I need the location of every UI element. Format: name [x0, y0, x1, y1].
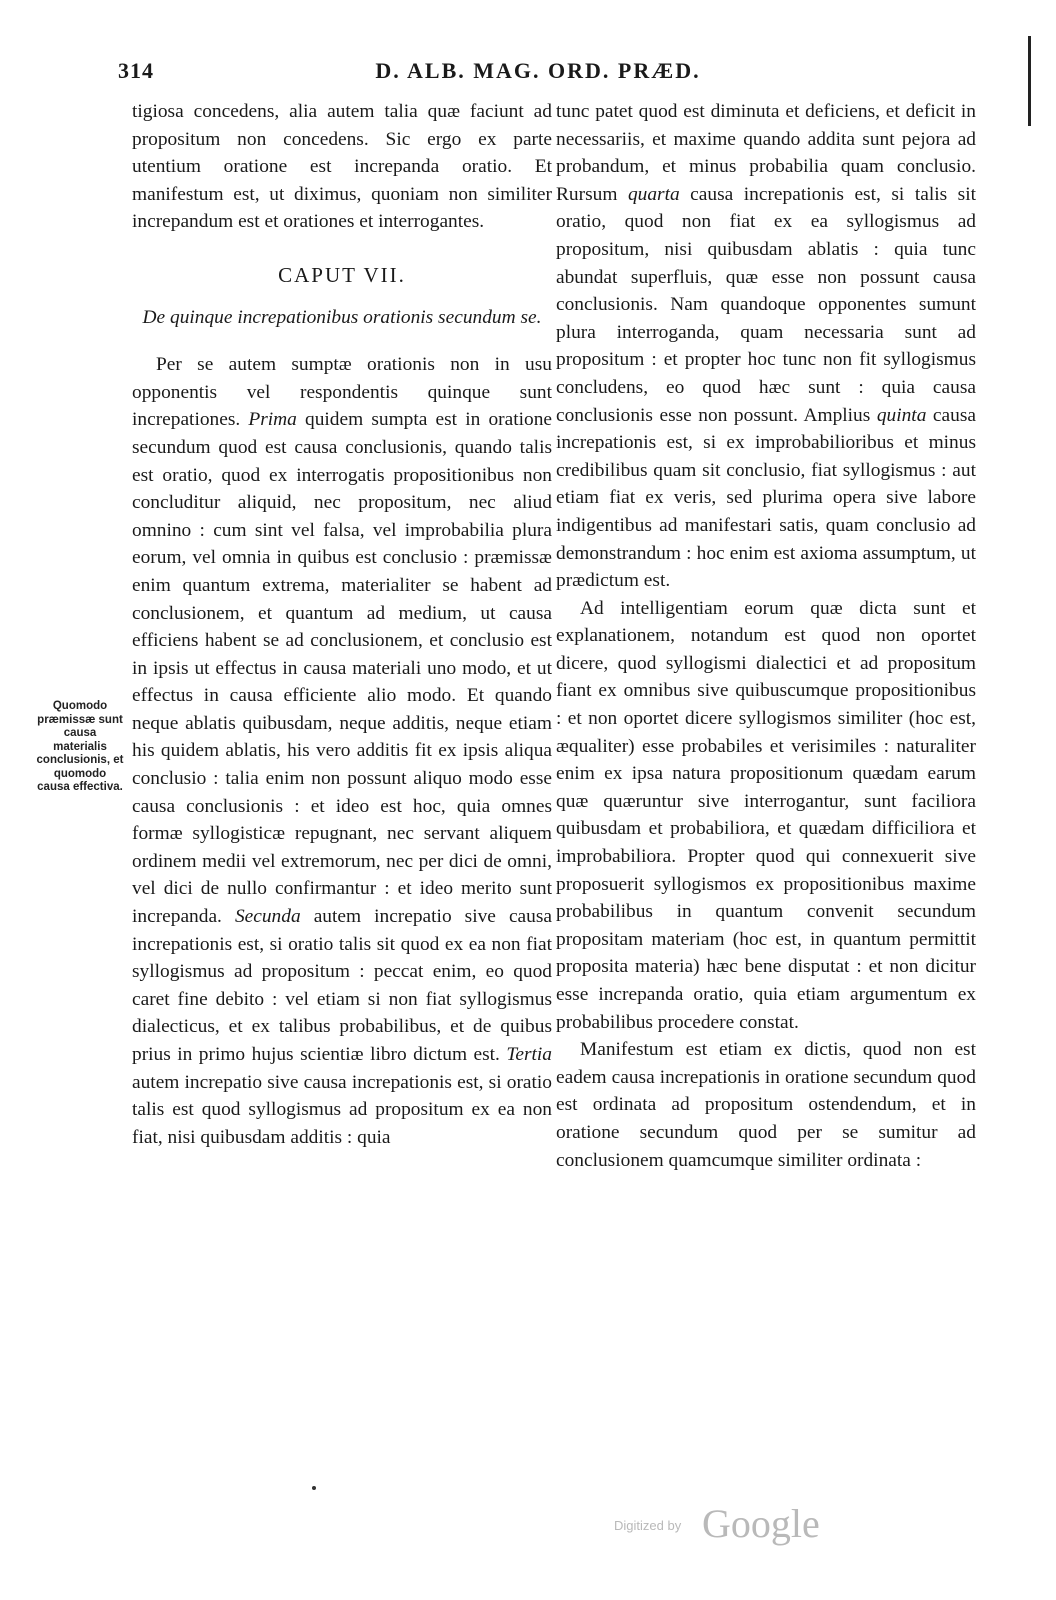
emphasis-secunda: Secunda	[234, 906, 301, 928]
digitized-watermark	[614, 1500, 844, 1550]
body-text: causa increpationis est, si talis sit oratio, quod non fiat ex ea syllogismus ad propositum, nisi quibusdam ablatis : quia tunc abundat superfluis, quæ esse non possunt causa conclusionis. Nam quandoque opponentes sumunt plura interroganda, quam necessaria sunt ad propositum : et propter hoc tunc non fit syllogismus concludens, eo quod hæc sunt : quia causa conclusionis esse non possunt. Amplius	[556, 183, 976, 426]
marginal-note: Quomodo præmissæ sunt causa materialis conclusionis, et quomodo causa effectiva.	[36, 700, 124, 793]
emphasis-tertia: Tertia	[506, 1044, 552, 1065]
body-text: autem increpatio sive causa increpationis est, si oratio talis sit quod ex ea non fiat syllogismus ad propositum : peccat enim, eo quod caret fine debito : vel etiam si non fiat syllogismus dialecticus, et ex talibus probabilibus, et de quibus prius in primo hujus scientiæ libro dictum est.	[132, 906, 553, 1065]
body-text: autem increpatio sive causa increpationis est, si oratio talis est quod syllogismus ad propositum ex ea non fiat, nisi quibusdam additis : quia	[132, 1071, 552, 1148]
continuation-paragraph: tigiosa concedens, alia autem talia quæ faciunt ad propositum non concedens. Sic ergo ex parte utentium oratione est increpanda oratio. Et manifestum est, ut diximus, quoniam non similiter increpandum est et orationes et interrogantes.	[132, 101, 552, 233]
google-logo-text: Google	[702, 1501, 820, 1546]
chapter-heading: CAPUT VII.	[278, 262, 406, 287]
left-column	[132, 98, 552, 1151]
body-text: tunc patet quod est diminuta et deficiens, et deficit in necessariis, et maxime quando addita sunt pejora ad probandum, et minus probabilia quam conclusio. Rursum	[556, 101, 976, 205]
body-text: quidem sumpta est in oratione secundum quod est causa conclusionis, quando talis est oratio, quod ex interrogatis propositionibus non concluditur aliquid, nec propositum, nec aliud omnino : cum sint vel falsa, vel improbabilia plura eorum, vel omnia in quibus est conclusio : præmissæ enim quantum extrema, materialiter se habent ad conclusionem, et quantum ad medium, ut causa efficiens habent se ad conclusionem, et conclusio est in ipsis ut effectus in causa materiali uno modo, et ut effectus in causa efficiente alio modo. Et quando neque ablatis quibusdam, neque additis, neque etiam his quidem ablatis, his vero additis fit ex ipsis aliqua conclusio : talia enim non possunt aliquo modo esse causa conclusionis : et ideo est hoc, quia omnes formæ syllogisticæ repugnant, nec servant aliquem ordinem medii vel extremorum, nec per dici de omni, vel dici de nullo confirmantur : et ideo merito sunt increpanda.	[132, 409, 552, 928]
body-paragraph	[132, 351, 552, 1151]
page-edge-rule	[1028, 36, 1031, 126]
body-paragraph: Manifestum est etiam ex dictis, quod non est eadem causa increpationis in oratione secundum quod est ordinata ad propositum ostendendum, et in oratione secundum quod per se sumitur ad conclusionem quamcumque similiter ordinata :	[556, 1039, 976, 1171]
chapter-subtitle: De quinque increpationibus orationis secundum se.	[142, 306, 542, 328]
right-column	[556, 98, 976, 1174]
stray-dot	[312, 1486, 316, 1490]
body-text: causa increpationis est, si ex improbabilioribus et minus credibilibus quam sit conclusio, fiat syllogismus : aut etiam fiat ex veris, sed plurima opera sive labore indigentibus ad manifestari satis, quam conclusio ad demonstrandum : hoc enim est axioma assumptum, ut prædictum est.	[556, 404, 976, 592]
page-header	[118, 58, 958, 88]
body-paragraph: Ad intelligentiam eorum quæ dicta sunt et explanationem, notandum est quod non oportet dicere, quod syllogismi dialectici et ad propositum fiant ex omnibus sive quibuscumque propositionibus : et non oportet dicere syllogismos similiter (hoc est, æqualiter) esse probabiles et verisimiles : naturaliter enim ex ipsa natura propositionum quædam earum quæ quæruntur sive interrogantur, sunt faciliora quibusdam et probabiliora, et quædam difficiliora et improbabiliora. Propter quod qui connexuerit sive proposuerit syllogismos ex propositionibus maxime probabilibus in quantum convenit secundum propositam materiam (hoc est, in quantum permittit proposita materia) hæc bene disputat : et non dicitur esse increpanda oratio, quia etiam argumentum ex probabilibus procedere constat.	[556, 597, 976, 1033]
body-text: Per se autem sumptæ orationis non in usu opponentis vel respondentis quinque sunt increpationes.	[132, 354, 552, 431]
emphasis-prima: Prima	[248, 409, 297, 431]
page-number: 314	[118, 58, 154, 83]
digitized-by-text: Digitized by	[614, 1518, 682, 1533]
emphasis-quarta: quarta	[627, 183, 680, 205]
body-paragraph	[556, 98, 976, 595]
emphasis-quinta: quinta	[876, 404, 927, 426]
running-title: D. ALB. MAG. ORD. PRÆD.	[375, 58, 701, 83]
